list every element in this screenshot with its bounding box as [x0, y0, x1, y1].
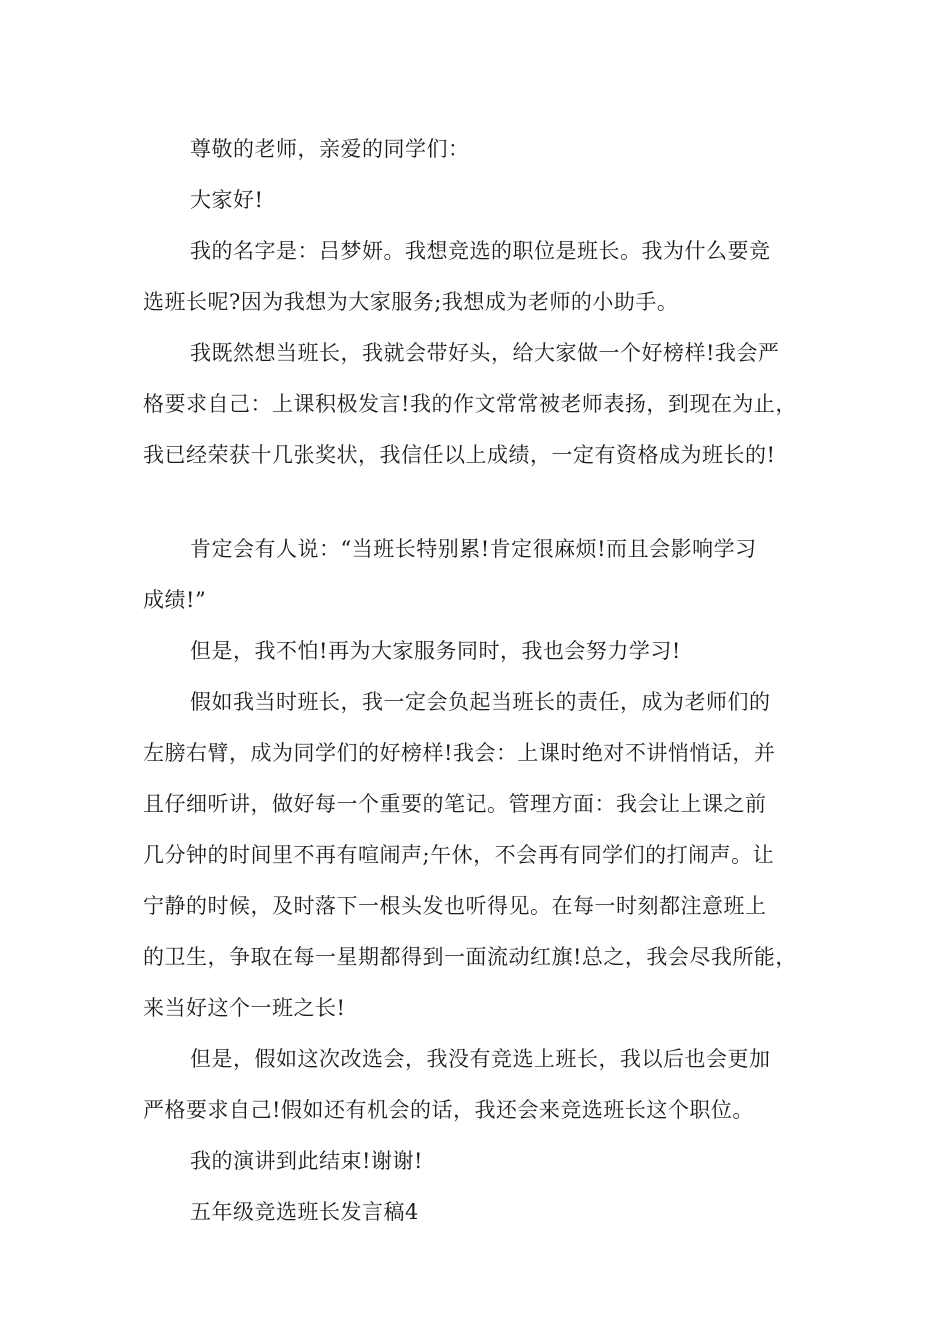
paragraph-line: 宁静的时候，及时落下一根头发也听得见。在每一时刻都注意班上: [143, 894, 767, 918]
document-body-bottom: [143, 524, 823, 1238]
salutation-line: 尊敬的老师，亲爱的同学们：: [190, 137, 470, 161]
paragraph-line: 格要求自己：上课积极发言!我的作文常常被老师表扬，到现在为止，: [143, 392, 797, 416]
paragraph-line: 但是，我不怕!再为大家服务同时，我也会努力学习!: [190, 639, 681, 663]
paragraph-line: 假如我当时班长，我一定会负起当班长的责任，成为老师们的: [190, 690, 771, 714]
paragraph-line: 选班长呢?因为我想为大家服务;我想成为老师的小助手。: [143, 290, 679, 314]
paragraph-line: 几分钟的时间里不再有喧闹声;午休，不会再有同学们的打闹声。让: [143, 843, 775, 867]
next-section-heading: 五年级竞选班长发言稿4: [190, 1200, 419, 1224]
paragraph-line: 且仔细听讲，做好每一个重要的笔记。管理方面：我会让上课之前: [143, 792, 767, 816]
paragraph-line: 但是，假如这次改选会，我没有竞选上班长，我以后也会更加: [190, 1047, 771, 1071]
paragraph-line: 我已经荣获十几张奖状，我信任以上成绩，一定有资格成为班长的!: [143, 443, 776, 467]
paragraph-line: 来当好这个一班之长!: [143, 996, 346, 1020]
paragraph-line: 肯定会有人说：“当班长特别累!肯定很麻烦!而且会影响学习: [190, 537, 757, 561]
paragraph-line: 成绩!”: [143, 588, 207, 612]
paragraph-line: 严格要求自己!假如还有机会的话，我还会来竞选班长这个职位。: [143, 1098, 754, 1122]
greeting-line: 大家好!: [190, 188, 264, 212]
document-body-top: [143, 124, 823, 481]
paragraph-line: 左膀右臂，成为同学们的好榜样!我会：上课时绝对不讲悄悄话，并: [143, 741, 776, 765]
closing-line: 我的演讲到此结束!谢谢!: [190, 1149, 423, 1173]
paragraph-line: 我既然想当班长，我就会带好头，给大家做一个好榜样!我会严: [190, 341, 780, 365]
paragraph-line: 我的名字是：吕梦妍。我想竞选的职位是班长。我为什么要竞: [190, 239, 771, 263]
paragraph-line: 的卫生，争取在每一星期都得到一面流动红旗!总之，我会尽我所能，: [143, 945, 797, 969]
